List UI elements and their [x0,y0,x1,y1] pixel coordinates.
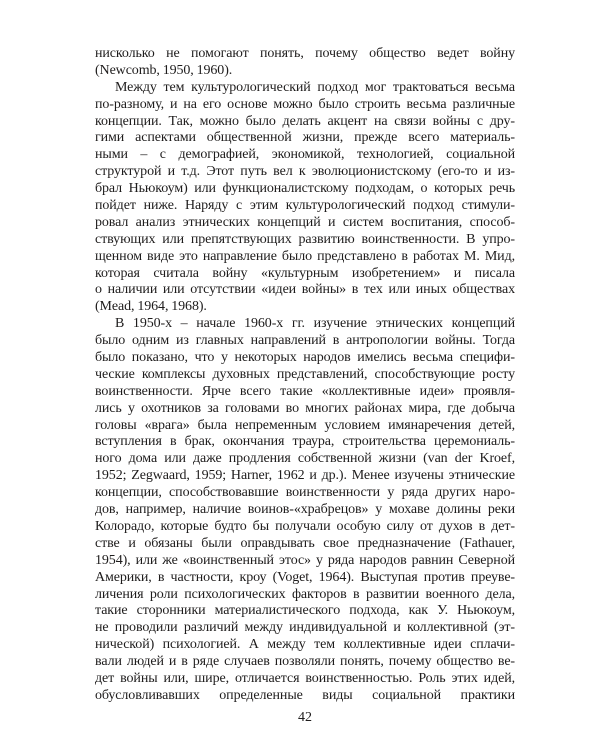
text-line: ческие комплексы духовных представлений, способствующие росту [95,366,515,382]
text-line: ными – с демографией, экономикой, технологией, социальной [95,147,515,163]
text-line: структурой и т.д. Этот путь вел к эволюционистскому (его-то и из- [95,164,515,180]
text-line: ного дома или даже продления собственной жизни (van der Kroef, [95,451,515,467]
text-line: концепции, способствовавшие воинственности у ряда других наро- [95,485,515,501]
text-line: о наличии или отсутствии «идеи войны» в тех или иных обществах [95,282,515,298]
text-line: концепции. Так, можно было делать акцент на связи войны с дру- [95,113,515,129]
text-line: Колорадо, которые будто бы получали особую силу от духов в дет- [95,518,515,534]
paragraph [95,316,515,704]
text-line: обусловливавших определенные виды социальной практики [95,687,515,703]
text-line: стве и обязаны были оправдывать свое предназначение (Fathauer, [95,535,515,551]
text-line: по-разному, и на его основе можно было строить весьма различные [95,96,515,112]
text-line: нисколько не помогают понять, почему общество ведет войну [95,46,515,61]
text-line: Между тем культурологический подход мог трактоваться весьма [115,79,515,95]
text-line: 1952; Zegwaard, 1959; Harner, 1962 и др.). Менее изучены этнические [95,468,515,484]
text-line: воинственности. Ярче всего такие «коллективные идеи» проявля- [95,383,515,399]
text-line: (Newcomb, 1950, 1960). [95,62,233,78]
text-line: Америки, в частности, кроу (Voget, 1964). Выступая против преуве- [95,569,515,585]
text-line: брал Ньюкоум) или функционалистскому подходам, о которых речь [95,181,515,197]
text-line: ствующих или препятствующих развитию воинственности. В упро- [95,231,515,247]
page-number: 42 [298,710,312,725]
text-line: было показано, что у некоторых народов имелись весьма специфи- [95,350,515,366]
paragraph [95,80,515,316]
text-line: лись у охотников за головами во многих районах мира, где добыча [95,400,515,416]
text-line: головы «врага» была непременным условием имянаречения детей, [95,417,515,433]
text-line: такие сторонники материалистического подхода, как У. Ньюкоум, [95,603,515,619]
text-line: нической) психологией. А между тем коллективные идеи сплачи- [95,637,515,653]
text-line: дет войны или, шире, отличается воинственностью. Роль этих идей, [95,670,515,686]
text-line: личения роли психологических факторов в развитии военного дела, [95,586,515,602]
text-line: В 1950-х – начале 1960-х гг. изучение этнических концепций [115,316,515,332]
text-line: 1954), или же «воинственный этос» у ряда народов равнин Северной [95,552,515,568]
text-line: гими аспектами общественной жизни, прежде всего материаль- [95,130,515,146]
text-line: пойдет ниже. Наряду с этим культурологический подход стимули- [95,198,515,214]
text-line: ровал анализ этнических концепций и систем воспитания, способ- [95,214,515,230]
text-line: которая считала войну «культурным изобретением» и писала [95,265,515,281]
body-text [95,46,515,705]
text-line: (Mead, 1964, 1968). [95,299,207,315]
paragraph-continued [95,46,515,80]
text-line: было одним из главных направлений в антропологии войны. Тогда [95,333,515,349]
text-line: вали людей и в ряде случаев позволяли понять, почему общество ве- [95,654,515,670]
text-line: щенном виде это направление было представлено в работах М. Мид, [95,248,515,264]
text-line: не проводили различий между индивидуальной и коллективной (эт- [95,620,515,636]
text-line: дов, например, наличие воинов-«храбрецов» у мохаве долины реки [95,502,515,518]
text-line: вступления в брак, окончания траура, строительства церемониаль- [95,434,515,450]
